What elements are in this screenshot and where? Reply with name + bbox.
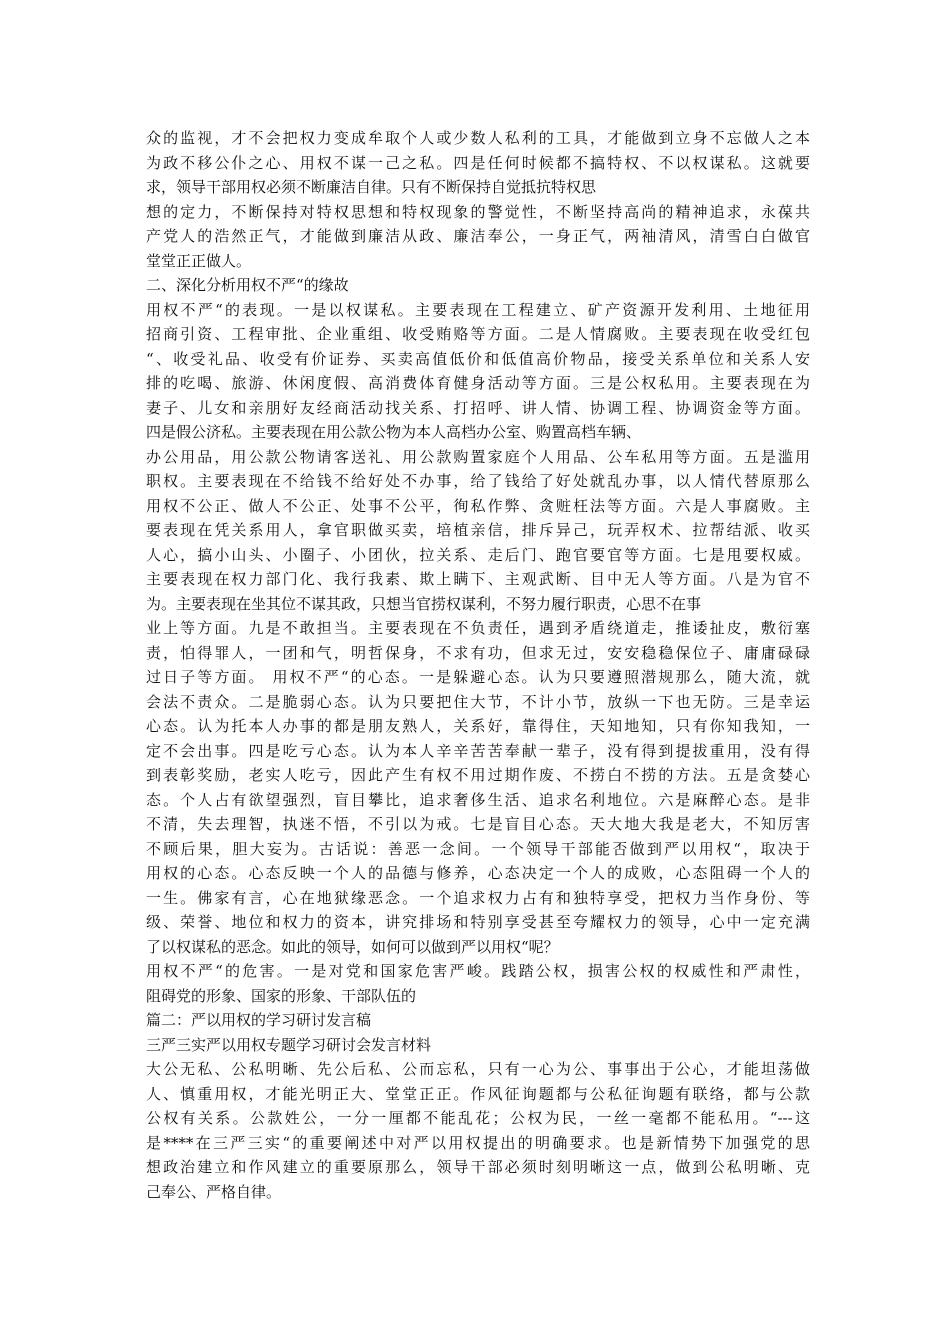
text-line: 阻碍党的形象、国家的形象、干部队伍的 bbox=[146, 986, 417, 1005]
text-line: “、收受礼品、收受有价证券、买卖高值低价和低值高价物品，接受关系单位和关系人安 bbox=[146, 349, 810, 368]
text-line: 众的监视，才不会把权力变成牟取个人或少数人私利的工具，才能做到立身不忘做人之本 bbox=[146, 129, 810, 147]
text-line: 要表现在凭关系用人，拿官职做买卖，培植亲信，排斥异己，玩弄权术、拉帮结派、收买 bbox=[146, 521, 810, 539]
text-line: 是****在三严三实“的重要阐述中对严以用权提出的明确要求。也是新情势下加强党的思 bbox=[146, 1133, 810, 1152]
text-line: 心态。认为托本人办事的都是朋友熟人，关系好，靠得住，天知地知，只有你知我知，一 bbox=[146, 717, 810, 735]
text-line: 用权的心态。心态反映一个人的品德与修养，心态决定一个人的成败，心态阻碍一个人的 bbox=[146, 864, 810, 882]
text-line: 己奉公、严格自律。 bbox=[146, 1182, 282, 1201]
text-line: 三严三实严以用权专题学习研讨会发言材料 bbox=[146, 1035, 432, 1054]
text-line: 堂堂正正做人。 bbox=[146, 251, 252, 270]
text-line: 妻子、儿女和亲朋好友经商活动找关系、打招呼、讲人情、协调工程、协调资金等方面。 bbox=[146, 398, 810, 417]
text-line: 一生。佛家有言，心在地狱缘恶念。一个追求权力占有和独特享受，把权力当作身份、等 bbox=[146, 888, 810, 907]
text-line: 业上等方面。九是不敢担当。主要表现在不负责任，遇到矛盾绕道走，推诿扯皮，敷衍塞 bbox=[146, 619, 810, 637]
text-line: 招商引资、工程审批、企业重组、收受贿赂等方面。二是人情腐败。主要表现在收受红包 bbox=[146, 325, 810, 343]
text-line: 了以权谋私的恶念。如此的领导，如何可以做到严以用权“呢？ bbox=[146, 937, 559, 956]
text-line: 产党人的浩然正气，才能做到廉洁从政、廉洁奉公，一身正气，两袖清风，清雪白白做官 bbox=[146, 227, 810, 245]
text-line: 用权不公正、做人不公正、处事不公平，徇私作弊、贪赃枉法等方面。六是人事腐败。主 bbox=[146, 496, 810, 515]
text-line: 会法不责众。二是脆弱心态。认为只要把住大节，不计小节，放纵一下也无防。三是幸运 bbox=[146, 692, 810, 711]
text-line: 定不会出事。四是吃亏心态。认为本人辛辛苦苦奉献一辈子，没有得到提拔重用，没有得 bbox=[146, 741, 810, 760]
text-line: 用权不严“的表现。一是以权谋私。主要表现在工程建立、矿产资源开发利用、土地征用 bbox=[146, 300, 810, 319]
text-line: 过日子等方面。 用权不严“的心态。一是躲避心态。认为只要遵照潜规那么，随大流，就 bbox=[146, 668, 810, 686]
text-line: 想政治建立和作风建立的重要原那么，领导干部必须时刻明晰这一点，做到公私明晰、克 bbox=[146, 1158, 810, 1176]
text-line: 职权。主要表现在不给钱不给好处不办事，给了钱给了好处就乱办事，以人情代替原那么 bbox=[146, 472, 810, 490]
text-line: 排的吃喝、旅游、休闲度假、高消费体育健身活动等方面。三是公权私用。主要表现在为 bbox=[146, 374, 810, 392]
text-line: 四是假公济私。主要表现在用公款公物为本人高档办公室、购置高档车辆、 bbox=[146, 423, 642, 441]
text-line: 为政不移公仆之心、用权不谋一己之私。四是任何时候都不搞特权、不以权谋私。这就要 bbox=[146, 153, 810, 172]
text-line: 篇二：严以用权的学习研讨发言稿 bbox=[146, 1011, 372, 1029]
text-line: 想的定力，不断保持对特权思想和特权现象的警觉性，不断坚持高尚的精神追求，永葆共 bbox=[146, 202, 810, 221]
text-line: 人心，搞小山头、小圈子、小团伙，拉关系、走后门、跑官要官等方面。七是甩要权威。 bbox=[146, 545, 810, 564]
text-line: 二、深化分析用权不严“的缘故 bbox=[146, 276, 349, 294]
text-line: 办公用品，用公款公物请客送礼、用公款购置家庭个人用品、公车私用等方面。五是滥用 bbox=[146, 447, 810, 466]
text-line: 求，领导干部用权必须不断廉洁自律。只有不断保持自觉抵抗特权思 bbox=[146, 178, 597, 196]
text-line: 责，怕得罪人，一团和气，明哲保身，不求有功，但求无过，安安稳稳保位子、庸庸碌碌 bbox=[146, 643, 810, 662]
text-line: 到表彰奖励，老实人吃亏，因此产生有权不用过期作废、不捞白不捞的方法。五是贪婪心 bbox=[146, 766, 810, 784]
text-line: 用权不严“的危害。一是对党和国家危害严峻。践踏公权，损害公权的权威性和严肃性， bbox=[146, 962, 810, 980]
text-line: 公权有关系。公款姓公，一分一厘都不能乱花；公权为民，一丝一毫都不能私用。“---这 bbox=[146, 1109, 810, 1127]
text-line: 大公无私、公私明晰、先公后私、公而忘私，只有一心为公、事事出于公心，才能坦荡做 bbox=[146, 1060, 810, 1078]
text-line: 不清，失去理智，执迷不悟，不引以为戒。七是盲目心态。天大地大我是老大，不知厉害 bbox=[146, 815, 810, 833]
text-line: 态。个人占有欲望强烈，盲目攀比，追求奢侈生活、追求名利地位。六是麻醉心态。是非 bbox=[146, 790, 810, 809]
text-line: 级、荣誉、地位和权力的资本，讲究排场和特别享受甚至夸耀权力的领导，心中一定充满 bbox=[146, 913, 810, 931]
text-line: 主要表现在权力部门化、我行我素、欺上瞒下、主观武断、目中无人等方面。八是为官不 bbox=[146, 570, 810, 588]
text-line: 为。主要表现在坐其位不谋其政，只想当官捞权谋利，不努力履行职责，心思不在事 bbox=[146, 594, 702, 613]
document-body bbox=[146, 126, 810, 1204]
text-line: 不顾后果，胆大妄为。古话说：善恶一念间。一个领导干部能否做到严以用权“，取决于 bbox=[146, 839, 810, 858]
text-line: 人、慎重用权，才能光明正大、堂堂正正。作风征询题都与公私征询题有联络，都与公款 bbox=[146, 1084, 810, 1103]
